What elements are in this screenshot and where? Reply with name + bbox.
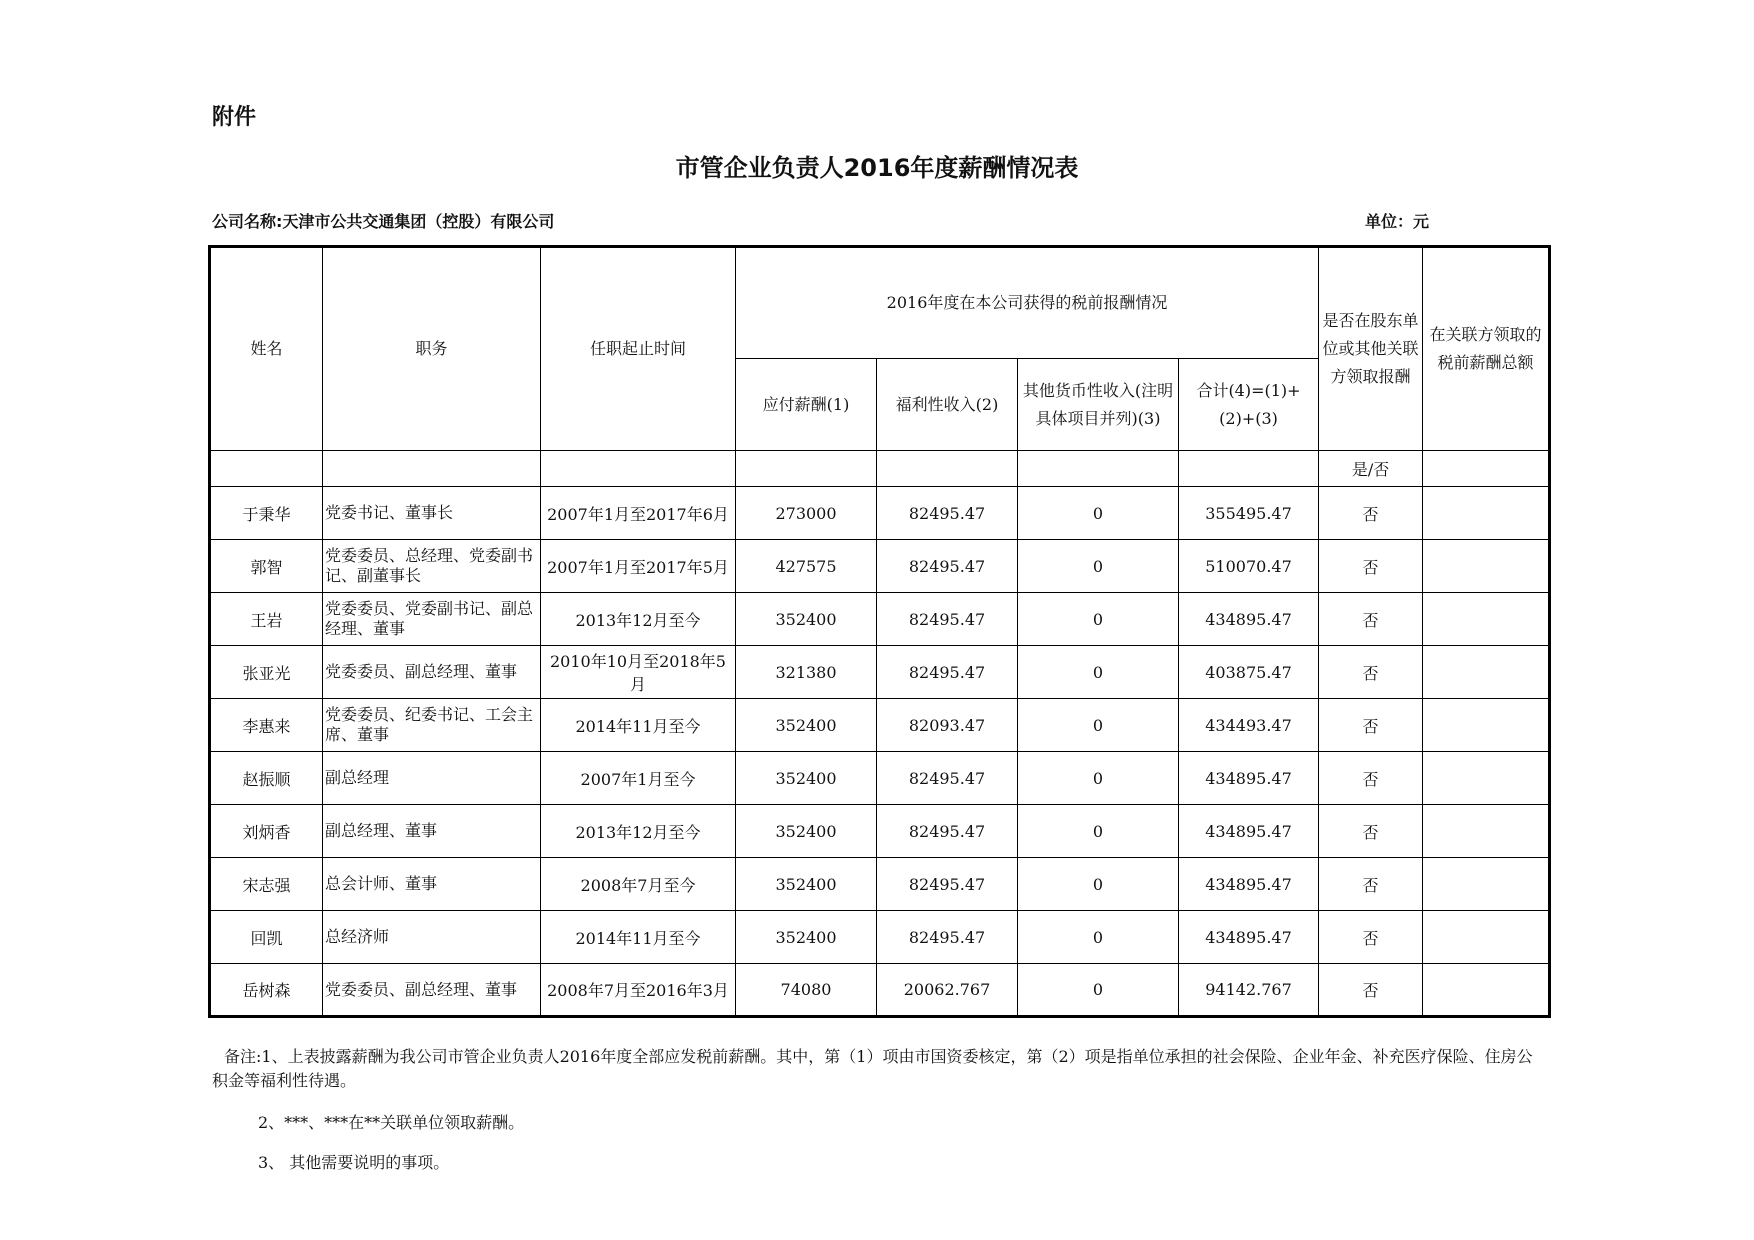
cell-other: 0 (1018, 487, 1179, 540)
table-row (210, 964, 1550, 1017)
cell-name: 张亚光 (210, 646, 323, 699)
company-name: 公司名称:天津市公共交通集团（控股）有限公司 (212, 212, 555, 231)
table-row (210, 487, 1550, 540)
header-related-total: 在关联方领取的税前薪酬总额 (1423, 247, 1550, 451)
page-title: 市管企业负责人2016年度薪酬情况表 (675, 154, 1079, 182)
cell-tenure: 2013年12月至今 (541, 805, 736, 858)
cell-related-total (1423, 805, 1550, 858)
cell-other: 0 (1018, 858, 1179, 911)
cell-tenure: 2014年11月至今 (541, 911, 736, 964)
cell-related-total (1423, 646, 1550, 699)
unit-label: 单位：元 (1365, 212, 1430, 231)
cell-salary: 352400 (736, 593, 877, 646)
salary-table (208, 245, 1551, 1018)
cell-related-total (1423, 593, 1550, 646)
note-3: 3、 其他需要说明的事项。 (258, 1153, 450, 1172)
cell-welfare: 82093.47 (877, 699, 1018, 752)
cell-position: 副总经理 (323, 752, 541, 805)
cell-total: 94142.767 (1179, 964, 1319, 1017)
header-yes-no: 是/否 (1319, 451, 1423, 487)
cell-salary: 427575 (736, 540, 877, 593)
header-tenure: 任职起止时间 (541, 247, 736, 451)
cell-related-total (1423, 699, 1550, 752)
cell-salary: 352400 (736, 752, 877, 805)
cell-welfare: 82495.47 (877, 752, 1018, 805)
table-row (210, 858, 1550, 911)
header-name: 姓名 (210, 247, 323, 451)
cell-salary: 352400 (736, 805, 877, 858)
cell-related-total (1423, 752, 1550, 805)
cell-related: 否 (1319, 752, 1423, 805)
cell-name: 于秉华 (210, 487, 323, 540)
cell-welfare: 82495.47 (877, 646, 1018, 699)
cell-name: 岳树森 (210, 964, 323, 1017)
table-row (210, 646, 1550, 699)
cell-welfare: 82495.47 (877, 487, 1018, 540)
header-related-flag: 是否在股东单位或其他关联方领取报酬 (1319, 247, 1423, 451)
cell-tenure: 2007年1月至2017年6月 (541, 487, 736, 540)
cell-tenure: 2008年7月至今 (541, 858, 736, 911)
cell-position: 总会计师、董事 (323, 858, 541, 911)
cell-name: 刘炳香 (210, 805, 323, 858)
cell-other: 0 (1018, 540, 1179, 593)
cell-position: 党委书记、董事长 (323, 487, 541, 540)
cell-total: 434895.47 (1179, 752, 1319, 805)
cell-name: 王岩 (210, 593, 323, 646)
cell-salary: 321380 (736, 646, 877, 699)
cell-other: 0 (1018, 752, 1179, 805)
cell-tenure: 2007年1月至2017年5月 (541, 540, 736, 593)
cell-other: 0 (1018, 964, 1179, 1017)
cell-related: 否 (1319, 487, 1423, 540)
cell-position: 党委委员、纪委书记、工会主席、董事 (323, 699, 541, 752)
cell-tenure: 2008年7月至2016年3月 (541, 964, 736, 1017)
cell-name: 回凯 (210, 911, 323, 964)
cell-other: 0 (1018, 805, 1179, 858)
cell-position: 副总经理、董事 (323, 805, 541, 858)
notes (212, 1045, 1542, 1093)
cell-tenure: 2010年10月至2018年5月 (541, 646, 736, 699)
header-other: 其他货币性收入(注明具体项目并列)(3) (1018, 359, 1179, 451)
cell-welfare: 20062.767 (877, 964, 1018, 1017)
cell-related: 否 (1319, 699, 1423, 752)
cell-tenure: 2007年1月至今 (541, 752, 736, 805)
table-row (210, 805, 1550, 858)
cell-name: 郭智 (210, 540, 323, 593)
cell-position: 党委委员、总经理、党委副书记、副董事长 (323, 540, 541, 593)
cell-salary: 74080 (736, 964, 877, 1017)
cell-name: 李惠来 (210, 699, 323, 752)
table-row (210, 752, 1550, 805)
cell-position: 党委委员、党委副书记、副总经理、董事 (323, 593, 541, 646)
cell-related: 否 (1319, 964, 1423, 1017)
cell-other: 0 (1018, 593, 1179, 646)
cell-other: 0 (1018, 911, 1179, 964)
cell-total: 510070.47 (1179, 540, 1319, 593)
cell-position: 总经济师 (323, 911, 541, 964)
cell-tenure: 2013年12月至今 (541, 593, 736, 646)
cell-welfare: 82495.47 (877, 805, 1018, 858)
cell-welfare: 82495.47 (877, 858, 1018, 911)
note-2: 2、***、***在**关联单位领取薪酬。 (258, 1113, 525, 1132)
cell-name: 赵振顺 (210, 752, 323, 805)
cell-total: 434895.47 (1179, 858, 1319, 911)
cell-related: 否 (1319, 858, 1423, 911)
cell-related-total (1423, 964, 1550, 1017)
cell-related: 否 (1319, 593, 1423, 646)
cell-related-total (1423, 858, 1550, 911)
cell-tenure: 2014年11月至今 (541, 699, 736, 752)
header-welfare: 福利性收入(2) (877, 359, 1018, 451)
cell-welfare: 82495.47 (877, 593, 1018, 646)
cell-other: 0 (1018, 699, 1179, 752)
table-row (210, 593, 1550, 646)
cell-position: 党委委员、副总经理、董事 (323, 646, 541, 699)
cell-related: 否 (1319, 540, 1423, 593)
header-salary: 应付薪酬(1) (736, 359, 877, 451)
cell-related: 否 (1319, 805, 1423, 858)
cell-related: 否 (1319, 646, 1423, 699)
table-row (210, 699, 1550, 752)
header-position: 职务 (323, 247, 541, 451)
attachment-label: 附件 (212, 105, 257, 130)
cell-name: 宋志强 (210, 858, 323, 911)
cell-salary: 352400 (736, 911, 877, 964)
cell-related-total (1423, 540, 1550, 593)
cell-salary: 273000 (736, 487, 877, 540)
cell-total: 434895.47 (1179, 911, 1319, 964)
header-total: 合计(4)=(1)+(2)+(3) (1179, 359, 1319, 451)
cell-total: 355495.47 (1179, 487, 1319, 540)
cell-total: 434895.47 (1179, 805, 1319, 858)
note-1: 备注:1、上表披露薪酬为我公司市管企业负责人2016年度全部应发税前薪酬。其中，第（1）项由市国资委核定，第（2）项是指单位承担的社会保险、企业年金、补充医疗保险、住房公积金等福利性待遇。 (212, 1047, 1533, 1090)
table-row (210, 911, 1550, 964)
cell-related-total (1423, 911, 1550, 964)
cell-related: 否 (1319, 911, 1423, 964)
cell-salary: 352400 (736, 858, 877, 911)
table-row (210, 540, 1550, 593)
cell-total: 403875.47 (1179, 646, 1319, 699)
cell-other: 0 (1018, 646, 1179, 699)
cell-salary: 352400 (736, 699, 877, 752)
header-pretax-group: 2016年度在本公司获得的税前报酬情况 (736, 247, 1319, 359)
cell-related-total (1423, 487, 1550, 540)
cell-position: 党委委员、副总经理、董事 (323, 964, 541, 1017)
cell-welfare: 82495.47 (877, 540, 1018, 593)
cell-total: 434493.47 (1179, 699, 1319, 752)
cell-welfare: 82495.47 (877, 911, 1018, 964)
cell-total: 434895.47 (1179, 593, 1319, 646)
